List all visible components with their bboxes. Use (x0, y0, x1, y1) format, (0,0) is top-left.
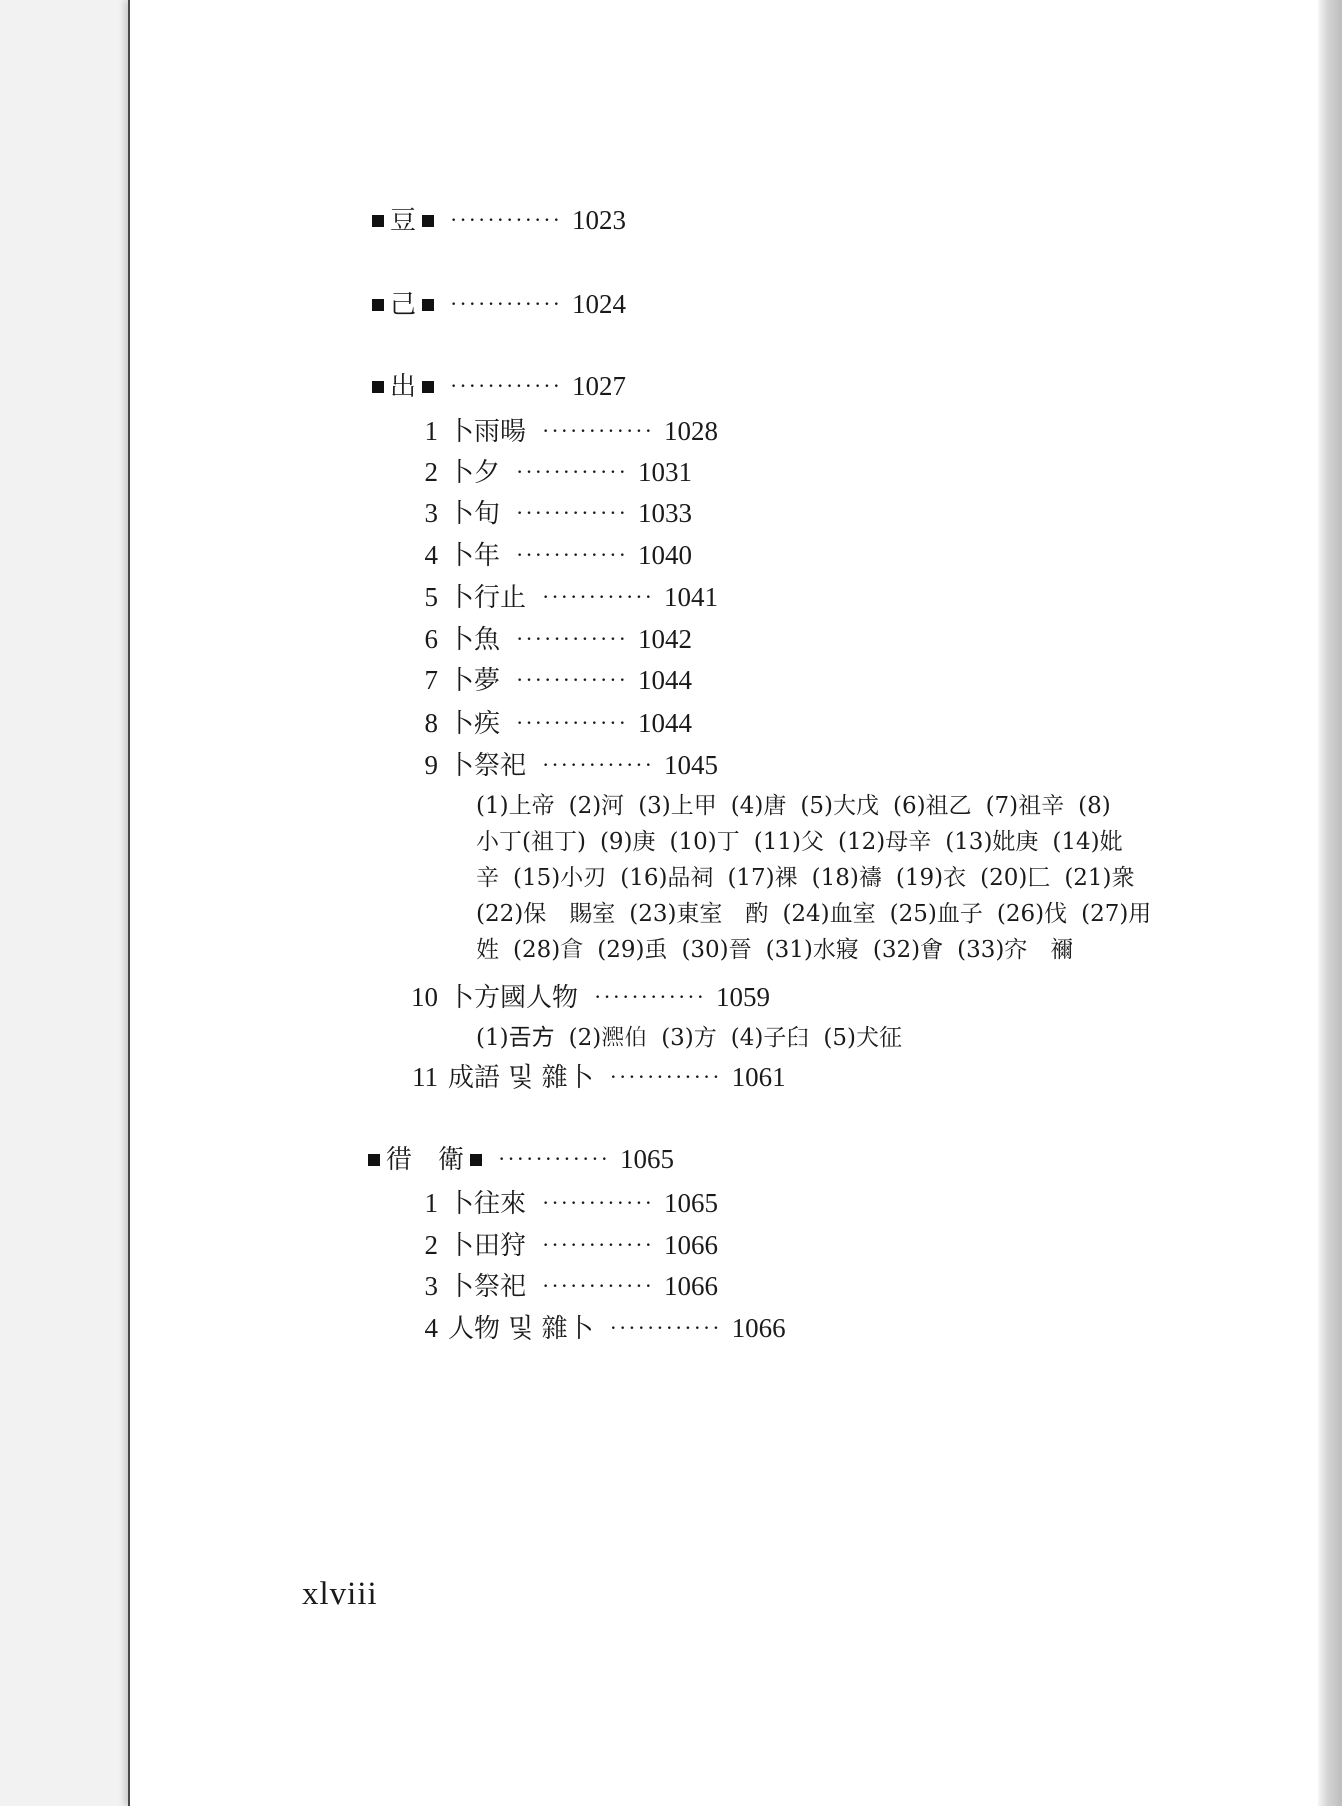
leader-dots: ············ (516, 542, 628, 567)
leader-dots: ············ (516, 500, 628, 525)
toc-entry (410, 663, 692, 699)
page-number: 1031 (637, 457, 692, 487)
page-number: 1028 (663, 416, 718, 446)
entry-title: 卜祭祀 (448, 1272, 527, 1302)
page-number: 1042 (637, 624, 692, 654)
toc-section-chu (372, 369, 626, 405)
entry-number: 1 (424, 1188, 438, 1218)
square-marker-icon (422, 215, 434, 227)
subitem: (6)祖乙 (892, 793, 972, 819)
square-marker-icon (470, 1154, 482, 1166)
entry-number: 2 (424, 1230, 438, 1260)
leader-dots: ············ (542, 584, 654, 609)
entry-title: 卜夢 (448, 666, 501, 696)
subitem: (22)保 賜室 (476, 901, 616, 927)
subitem: 辛 (476, 865, 499, 891)
entry-title: 卜田狩 (448, 1231, 527, 1261)
leader-dots: ············ (609, 1315, 722, 1340)
toc-section-ji (372, 287, 626, 323)
toc-entry (410, 748, 718, 784)
leader-dots: ············ (609, 1064, 722, 1089)
subitem: (23)東室 酌 (629, 901, 769, 927)
entry-number: 4 (424, 540, 438, 570)
square-marker-icon (368, 1154, 380, 1166)
subitem: (14)妣 (1052, 829, 1123, 855)
entry-number: 3 (424, 1271, 438, 1301)
leader-dots: ············ (542, 418, 654, 443)
entry-title: 卜方國人物 (448, 983, 579, 1013)
subitem: (20)匚 (980, 865, 1051, 891)
subitem: (19)衣 (895, 865, 967, 891)
leader-dots: ············ (516, 459, 628, 484)
state-subitems (476, 1020, 1196, 1056)
entry-number: 7 (424, 665, 438, 695)
square-marker-icon (422, 381, 434, 393)
subitem: (5)犬征 (823, 1025, 902, 1051)
toc-entry (410, 706, 692, 742)
entry-title: 卜魚 (448, 625, 501, 655)
subitem: (17)祼 (727, 865, 798, 891)
toc-entry (410, 1311, 786, 1347)
page-number: 1065 (619, 1144, 674, 1174)
toc-entry (410, 1228, 718, 1264)
square-marker-icon (372, 299, 384, 311)
subitem: (21)衆 (1064, 865, 1135, 891)
leader-dots: ············ (498, 1146, 610, 1171)
subitem: (29)䖝 (597, 937, 668, 963)
entry-number: 8 (424, 708, 438, 738)
entry-number: 1 (424, 416, 438, 446)
page-number: 1045 (663, 750, 718, 780)
subitem: (7)祖辛 (985, 793, 1065, 819)
leader-dots: ············ (450, 207, 562, 232)
subitem: (2)河 (568, 793, 625, 819)
subitem: (2)𤀠伯 (568, 1025, 648, 1051)
leader-dots: ············ (516, 626, 628, 651)
subitem: (3)方 (661, 1025, 717, 1051)
leader-dots: ············ (542, 1190, 654, 1215)
page-number: 1023 (571, 205, 626, 235)
leader-dots: ············ (542, 752, 654, 777)
subitem: (13)妣庚 (945, 829, 1039, 855)
page-number: 1027 (571, 371, 626, 401)
toc-entry (410, 496, 692, 532)
subitem: (9)庚 (599, 829, 656, 855)
subitem: 姓 (476, 937, 499, 963)
entry-number: 11 (412, 1062, 438, 1092)
toc-section-dou (372, 203, 626, 239)
entry-title: 卜行止 (448, 583, 527, 613)
entry-title: 成語 및 雜卜 (448, 1063, 594, 1093)
toc-entry (410, 622, 692, 658)
section-title: 出 (390, 372, 417, 402)
square-marker-icon (422, 299, 434, 311)
toc-entry (410, 580, 718, 616)
page-number: 1066 (663, 1271, 718, 1301)
entry-number: 2 (424, 457, 438, 487)
subitem: (24)血室 (782, 901, 876, 927)
subitem: (11)父 (753, 829, 824, 855)
page-number: 1040 (637, 540, 692, 570)
toc-section-wei (368, 1142, 674, 1178)
subitem: (18)禱 (811, 865, 882, 891)
entry-title: 人物 및 雜卜 (448, 1314, 594, 1344)
subitem: (12)母辛 (837, 829, 932, 855)
leader-dots: ············ (516, 710, 628, 735)
entry-title: 卜旬 (448, 499, 501, 529)
section-title: 徣 衛 (386, 1145, 465, 1175)
subitem: (28)𣌭 (513, 937, 584, 963)
toc-entry (410, 980, 770, 1016)
square-marker-icon (372, 215, 384, 227)
page-number: 1044 (637, 665, 692, 695)
entry-title: 卜雨暘 (448, 417, 527, 447)
left-page-margin (0, 0, 128, 1806)
toc-entry (410, 538, 692, 574)
leader-dots: ············ (516, 667, 628, 692)
subitem: (3)上甲 (638, 793, 717, 819)
subitem: (15)小刃 (513, 865, 607, 891)
leader-dots: ············ (450, 291, 562, 316)
subitem: (30)晉 (681, 937, 752, 963)
subitem: (8) (1078, 793, 1111, 819)
page-number: 1033 (637, 498, 692, 528)
page-number: 1066 (731, 1313, 786, 1343)
subitem: (4)唐 (730, 793, 787, 819)
entry-number: 9 (424, 750, 438, 780)
entry-title: 卜往來 (448, 1189, 527, 1219)
subitem: (10)丁 (669, 829, 740, 855)
subitem: (27)用 (1081, 901, 1152, 927)
section-title: 豆 (390, 206, 417, 236)
toc-entry (410, 455, 692, 491)
page-edge-shadow (1318, 0, 1342, 1806)
page-number: 1044 (637, 708, 692, 738)
page-number: 1065 (663, 1188, 718, 1218)
page-folio-number: xlviii (302, 1576, 378, 1612)
toc-entry (410, 1186, 718, 1222)
page-number: 1041 (663, 582, 718, 612)
leader-dots: ············ (450, 373, 562, 398)
entry-title: 卜祭祀 (448, 751, 527, 781)
toc-entry (410, 1060, 786, 1096)
subitem: (5)大戊 (800, 793, 879, 819)
entry-title: 卜夕 (448, 458, 501, 488)
toc-entry (410, 1269, 718, 1305)
entry-number: 3 (424, 498, 438, 528)
page-number: 1066 (663, 1230, 718, 1260)
toc-entry (410, 414, 718, 450)
subitem: (4)子𦥑 (730, 1025, 810, 1051)
page-number: 1024 (571, 289, 626, 319)
subitem: 小丁(祖丁) (476, 829, 586, 855)
page-number: 1059 (715, 982, 770, 1012)
subitem: (16)品祠 (620, 865, 714, 891)
entry-title: 卜年 (448, 541, 501, 571)
square-marker-icon (372, 381, 384, 393)
subitem: (1)上帝 (476, 793, 555, 819)
sacrifice-subitems (476, 788, 1196, 968)
leader-dots: ············ (542, 1273, 654, 1298)
subitem: (26)伐 (996, 901, 1068, 927)
subitem: (32)㑹 (872, 937, 944, 963)
subitem: (31)水寢 (765, 937, 859, 963)
entry-number: 5 (424, 582, 438, 612)
subitem: (1)𢀛方 (476, 1025, 555, 1051)
section-title: 己 (390, 290, 417, 320)
leader-dots: ············ (542, 1232, 654, 1257)
leader-dots: ············ (594, 984, 706, 1009)
subitem: (33)㝏 禰 (957, 937, 1074, 963)
entry-number: 4 (424, 1313, 438, 1343)
entry-number: 6 (424, 624, 438, 654)
entry-number: 10 (411, 982, 438, 1012)
page-number: 1061 (731, 1062, 786, 1092)
entry-title: 卜疾 (448, 709, 501, 739)
subitem: (25)血子 (889, 901, 983, 927)
